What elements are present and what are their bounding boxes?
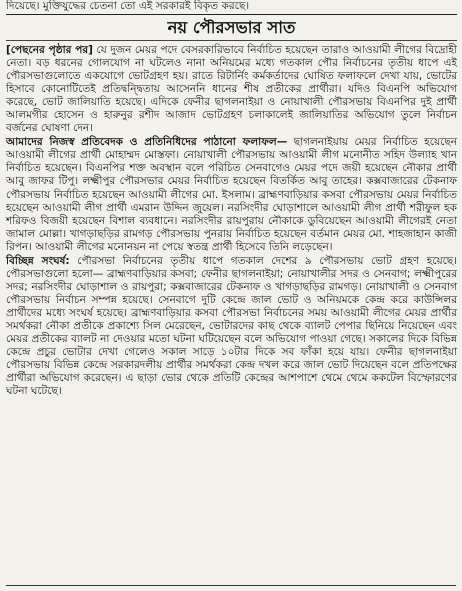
- cropped-byline-strip: [0, 585, 462, 591]
- article-body: [6, 44, 457, 398]
- article-headline: নয় পৌরসভার সাত: [167, 18, 296, 37]
- paragraph-text: ছাগলনাইয়ায় মেয়র নির্বাচিত হয়েছেন আওয়ামী লীগের প্রার্থী মোহাম্মদ মোস্তফা। নোয়াখালী পৌরসভায় আওয়ামী লীগ মনোনীত সহিদ উল্যাহ খান নির্বাচিত হয়েছেন। বিএনপির শক্ত অবস্থান বলে পরিচিত সেনবাগেও মেয়র পদে জয়ী হয়েছেন নৌকার প্রার্থী আবু জাফর টিপু। লক্ষ্মীপুর পৌরসভার মেয়র নির্বাচিত হয়েছেন বিতর্কিত আবু তাহের। কক্সবাজারের টেকনাফ পৌরসভায় নির্বাচিত হয়েছেন আওয়ামী লীগের মো. ইসলাম। ব্রাহ্মণবাড়িয়ার কসবা পৌরসভায় মেয়র নির্বাচিত হয়েছেন আওয়ামী লীগ প্রার্থী এমরান উদ্দিন জুয়েল। নরসিংদীর ঘোড়াশালে আওয়ামী লীগ প্রার্থী শরীফুল হক শরিফও বিজয়ী হয়েছেন বিশাল ব্যবধানে। নরসিংদীর রায়পুরায় নৌকাকে ডুবিয়েছেন আওয়ামী লীগেরই নেতা জামাল মোল্লা। খাগড়াছড়ির রামগড় পৌরসভায় পুনরায় নির্বাচিত হয়েছেন বর্তমান মেয়র মো. শাহজাহান কাজী রিপন। আওয়ামী লীগের মনোনয়ন না পেয়ে স্বতন্ত্র প্রার্থী হিসেবে তিনি লড়েছেন।: [6, 136, 457, 253]
- paragraph-lead: আমাদের নিজস্ব প্রতিবেদক ও প্রতিনিধিদের পাঠানো ফলাফল—: [6, 136, 288, 149]
- paragraph-text: যে দুজন মেয়র পদে বেসরকারিভাবে নির্বাচিত হয়েছেন তারাও আওয়ামী লীগের বিদ্রোহী নেতা। বড় ধরনের গোলযোগ না ঘটলেও নানা অনিয়মের মধ্যে গতকাল পৌর নির্বাচনের তৃতীয় ধাপে এই পৌরসভাগুলোতে একযোগে ভোটগ্রহণ হয়। রাতে রিটার্নিং কর্মকর্তাদের ঘোষিত ফলাফলে দেখা যায়, ভোটের হিসাবে কোনোটিতেই প্রতিদ্বন্দ্বিতায় আসেননি ধানের শীষ প্রতীকের প্রার্থীরা। যদিও বিএনপি অভিযোগ করেছে, ভোট জালিয়াতি হয়েছে। এদিকে ফেনীর ছাগলনাইয়া ও নোয়াখালী পৌরসভায় বিএনপির দুই প্রার্থী আলমগীর হোসেন ও হারুনুর রশীদ আজাদ ভোটগ্রহণ চলাকালেই জালিয়াতির অভিযোগ তুলে নির্বাচন বর্জনের ঘোষণা দেন।: [6, 44, 457, 135]
- preceding-article-end: দিয়েছে। মুক্তিযুদ্ধের চেতনা তো এই সরকারই বিকৃত করছে।: [6, 0, 250, 12]
- headline-top-rule: [6, 14, 457, 15]
- paragraph-text: পৌরসভা নির্বাচনের তৃতীয় ধাপে গতকাল দেশের ৯ পৌরসভায় ভোট গ্রহণ হয়েছে। পৌরসভাগুলো হলো— ব্রাহ্মণবাড়িয়ার কসবা; ফেনীর ছাগলনাইয়া; নোয়াখালীর সদর ও সেনবাগ; লক্ষ্মীপুরের সদর; নরসিংদীর ঘোড়াশাল ও রায়পুরা; কক্সবাজারের টেকনাফ ও খাগড়াছড়ির রামগড়। নোয়াখালী ও সেনবাগ পৌরসভায় নির্বাচন সম্পন্ন হয়েছে। সেনবাগে দুটি কেন্দ্রে জাল ভোট ও অনিয়মকে কেন্দ্র করে কাউন্সিলর প্রার্থীদের মধ্যে সংঘর্ষ হয়েছে। ব্রাহ্মণবাড়িয়ার কসবা পৌরসভা নির্বাচনের সময় আওয়ামী লীগের মেয়র প্রার্থীর সমর্থকরা নৌকা প্রতীকে প্রকাশ্যে সিল মেরেছেন, ভোটারদের কাছ থেকে ব্যালট পেপার ছিনিয়ে নিয়েছেন এবং মেয়র প্রতীকের ব্যালট না দেওয়ার মতো ঘটনা ঘটিয়েছেন বলে অভিযোগ পাওয়া গেছে। সকালের দিকে বিভিন্ন কেন্দ্রে প্রচুর ভোটার দেখা গেলেও সকাল সাড়ে ১০টার দিকে সব ফাঁকা হয়ে যায়। ফেনীর ছাগলনাইয়া পৌরসভায় বিভিন্ন কেন্দ্রে সরকারদলীয় প্রার্থীর সমর্থকরা কেন্দ্র দখল করে জাল ভোট দিয়েছেন বলে প্রতিপক্ষের প্রার্থীরা অভিযোগ করেছেন। এ ছাড়া ভোর থেকে প্রতিটি কেন্দ্রের আশপাশে থেমে থেমে ককটেল বিস্ফোরণের ঘটনা ঘটেছে।: [6, 254, 457, 398]
- headline-bottom-rule: [6, 40, 457, 41]
- paragraph-lead: [পেছনের পৃষ্ঠার পর]: [6, 44, 93, 56]
- paragraph-clashes: [6, 255, 457, 399]
- paragraph-continuation: [6, 44, 457, 135]
- paragraph-lead: বিচ্ছিন্ন সংঘর্ষ:: [6, 254, 70, 267]
- paragraph-results: [6, 136, 457, 253]
- bottom-rule: [6, 585, 456, 586]
